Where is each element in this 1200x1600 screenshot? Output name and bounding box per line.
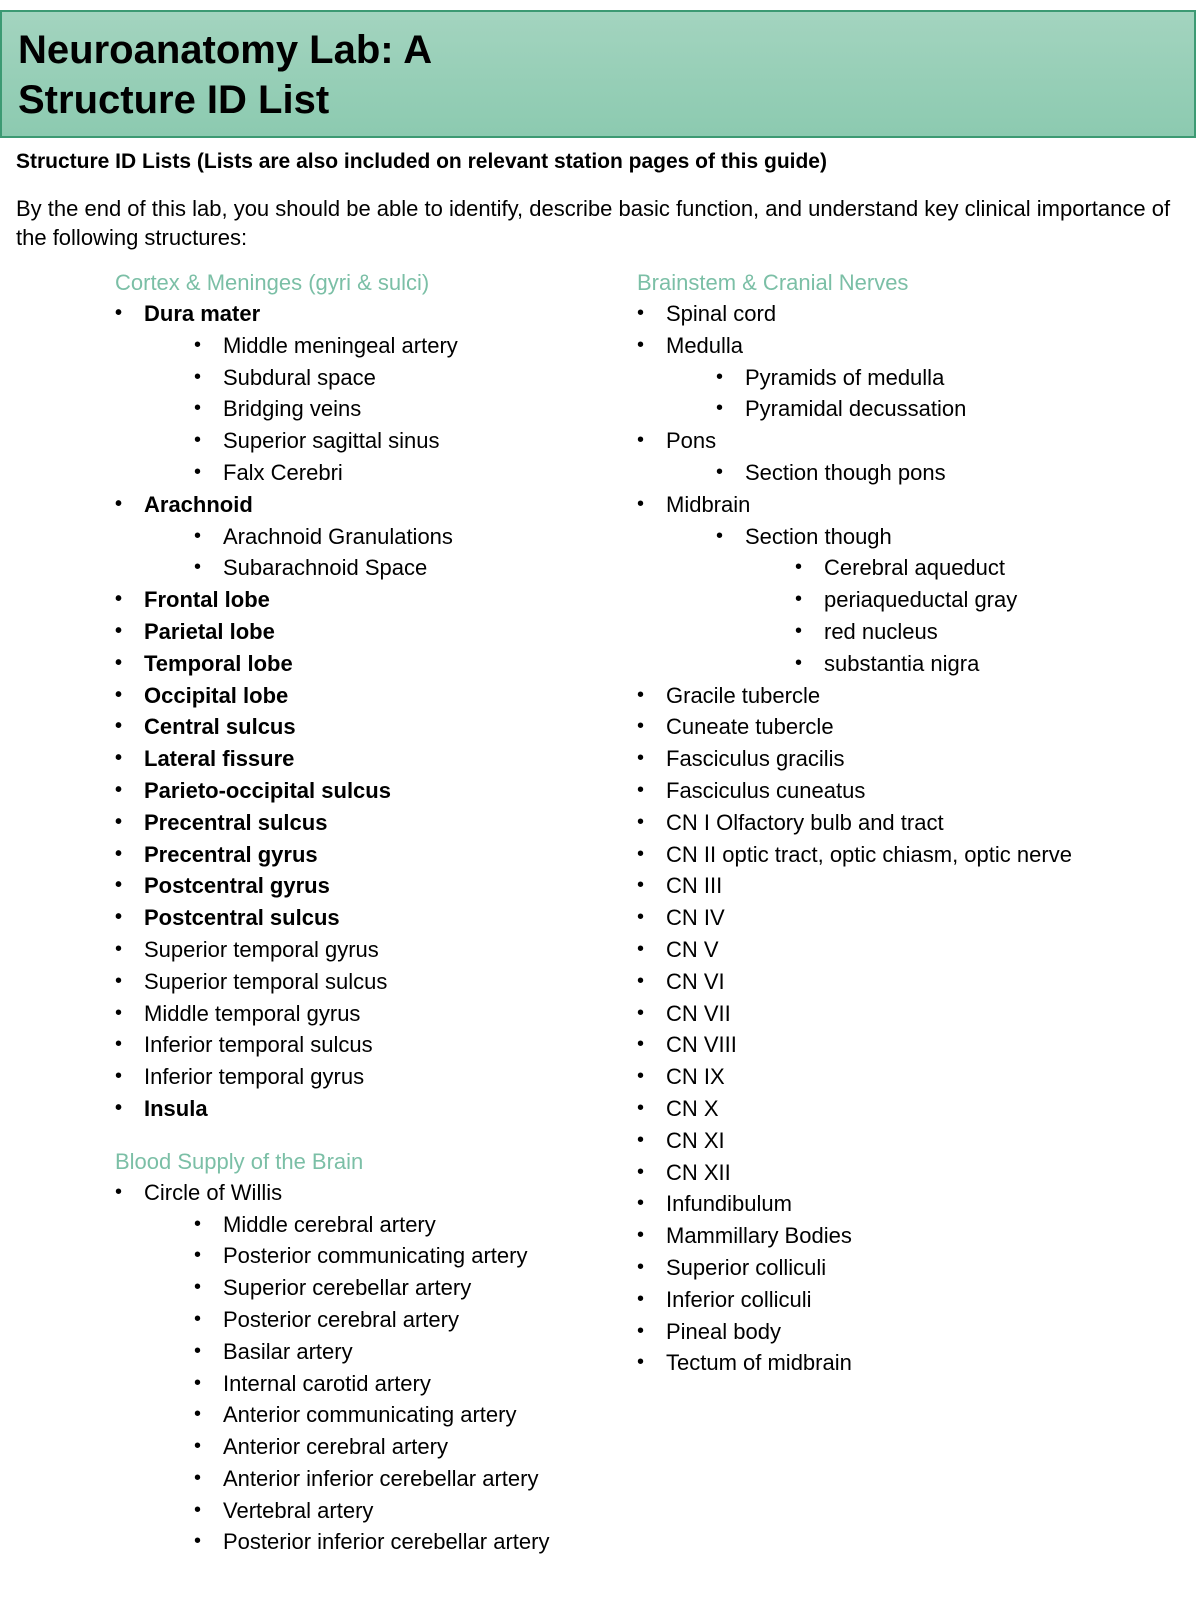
list-item: • Superior cerebellar artery xyxy=(115,1272,549,1304)
list-item: • red nucleus xyxy=(637,616,1072,648)
list-item: • Arachnoid xyxy=(115,489,549,521)
list-item: • Middle temporal gyrus xyxy=(115,998,549,1030)
list-item: • Falx Cerebri xyxy=(115,457,549,489)
list-item: • Pineal body xyxy=(637,1316,1072,1348)
left-column xyxy=(115,270,549,1558)
list-item: • Frontal lobe xyxy=(115,584,549,616)
brainstem-heading: Brainstem & Cranial Nerves xyxy=(637,270,909,295)
list-item: • CN IX xyxy=(637,1061,1072,1093)
list-item: • Basilar artery xyxy=(115,1336,549,1368)
list-item: • Internal carotid artery xyxy=(115,1368,549,1400)
list-item: • CN X xyxy=(637,1093,1072,1125)
brainstem-list xyxy=(637,298,1072,1379)
list-item: • CN I Olfactory bulb and tract xyxy=(637,807,1072,839)
list-item: • CN III xyxy=(637,870,1072,902)
blood-supply-heading: Blood Supply of the Brain xyxy=(115,1148,364,1174)
list-item: • Superior temporal sulcus xyxy=(115,966,549,998)
list-item: • Postcentral gyrus xyxy=(115,870,549,902)
list-item: • CN II optic tract, optic chiasm, optic nerve xyxy=(637,839,1072,871)
list-item: • Pons xyxy=(637,425,1072,457)
list-item: • Arachnoid Granulations xyxy=(115,521,549,553)
list-item: • CN V xyxy=(637,934,1072,966)
list-item: • Inferior temporal sulcus xyxy=(115,1029,549,1061)
list-item: • Parietal lobe xyxy=(115,616,549,648)
list-item: • CN VII xyxy=(637,998,1072,1030)
list-item: • Section though pons xyxy=(637,457,1072,489)
list-item: • Middle cerebral artery xyxy=(115,1209,549,1241)
list-item: • Posterior cerebral artery xyxy=(115,1304,549,1336)
list-item: • Insula xyxy=(115,1093,549,1125)
list-item: • Fasciculus gracilis xyxy=(637,743,1072,775)
page-title-line-1: Neuroanatomy Lab: A xyxy=(18,28,433,72)
list-item: • Gracile tubercle xyxy=(637,680,1072,712)
list-item: • Vertebral artery xyxy=(115,1495,549,1527)
list-item: • Precentral sulcus xyxy=(115,807,549,839)
list-item: • Posterior communicating artery xyxy=(115,1240,549,1272)
intro-paragraph: By the end of this lab, you should be able to identify, describe basic function, and understand key clinical importance of the following structures: xyxy=(16,196,1171,250)
list-item: • Subdural space xyxy=(115,362,549,394)
list-item: • Circle of Willis xyxy=(115,1177,549,1209)
subheading: Structure ID Lists (Lists are also included on relevant station pages of this guide) xyxy=(16,150,827,173)
list-item: • Fasciculus cuneatus xyxy=(637,775,1072,807)
list-item: • Occipital lobe xyxy=(115,680,549,712)
list-item: • CN VIII xyxy=(637,1029,1072,1061)
list-item: • Temporal lobe xyxy=(115,648,549,680)
list-item: • Tectum of midbrain xyxy=(637,1347,1072,1379)
list-item: • Mammillary Bodies xyxy=(637,1220,1072,1252)
list-item: • periaqueductal gray xyxy=(637,584,1072,616)
cortex-list xyxy=(115,298,549,1125)
list-item: • Posterior inferior cerebellar artery xyxy=(115,1526,549,1558)
cortex-heading: Cortex & Meninges (gyri & sulci) xyxy=(115,270,430,295)
title-banner xyxy=(0,10,1196,138)
list-item: • Postcentral sulcus xyxy=(115,902,549,934)
page-title-line-2: Structure ID List xyxy=(18,78,330,122)
list-item: • Pyramidal decussation xyxy=(637,393,1072,425)
list-item: • Cuneate tubercle xyxy=(637,711,1072,743)
list-item: • Inferior temporal gyrus xyxy=(115,1061,549,1093)
list-item: • Anterior cerebral artery xyxy=(115,1431,549,1463)
list-item: • Midbrain xyxy=(637,489,1072,521)
list-item: • CN VI xyxy=(637,966,1072,998)
list-item: • Anterior inferior cerebellar artery xyxy=(115,1463,549,1495)
list-item: • Central sulcus xyxy=(115,711,549,743)
list-item: • Subarachnoid Space xyxy=(115,552,549,584)
list-item: • Superior sagittal sinus xyxy=(115,425,549,457)
list-item: • Superior temporal gyrus xyxy=(115,934,549,966)
list-item: • Infundibulum xyxy=(637,1188,1072,1220)
list-item: • Lateral fissure xyxy=(115,743,549,775)
list-item: • Spinal cord xyxy=(637,298,1072,330)
right-column xyxy=(637,270,1072,1379)
list-item: • Anterior communicating artery xyxy=(115,1399,549,1431)
list-item: • Superior colliculi xyxy=(637,1252,1072,1284)
list-item: • substantia nigra xyxy=(637,648,1072,680)
list-item: • Cerebral aqueduct xyxy=(637,552,1072,584)
list-item: • Parieto-occipital sulcus xyxy=(115,775,549,807)
list-item: • CN XII xyxy=(637,1157,1072,1189)
list-item: • Medulla xyxy=(637,330,1072,362)
list-item: • Middle meningeal artery xyxy=(115,330,549,362)
list-item: • Precentral gyrus xyxy=(115,839,549,871)
list-item: • CN IV xyxy=(637,902,1072,934)
list-item: • Inferior colliculi xyxy=(637,1284,1072,1316)
list-item: • CN XI xyxy=(637,1125,1072,1157)
list-item: • Section though xyxy=(637,521,1072,553)
blood-supply-list xyxy=(115,1177,549,1559)
list-item: • Bridging veins xyxy=(115,393,549,425)
list-item: • Pyramids of medulla xyxy=(637,362,1072,394)
list-item: • Dura mater xyxy=(115,298,549,330)
